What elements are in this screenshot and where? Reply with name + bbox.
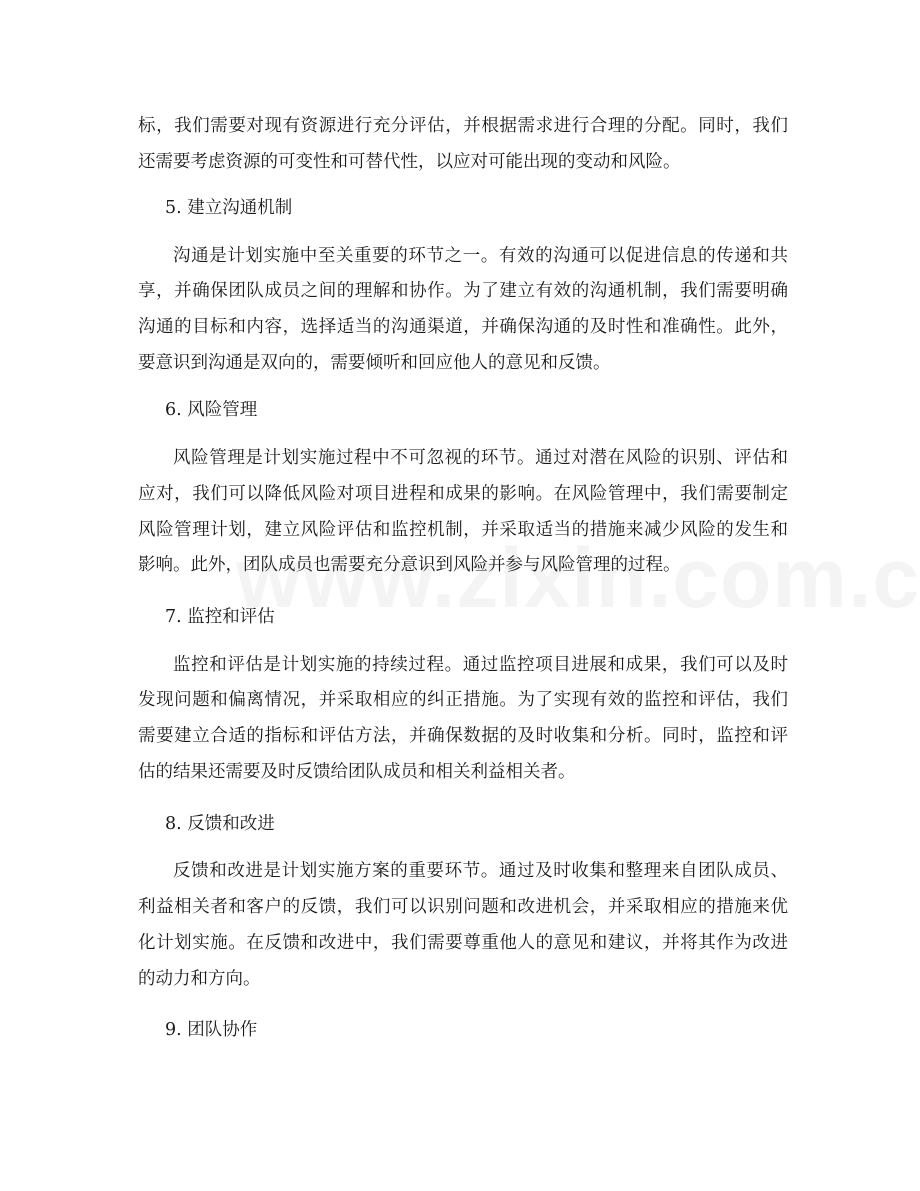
paragraph-line: 享，并确保团队成员之间的理解和协作。为了建立有效的沟通机制，我们需要明确 (138, 281, 788, 301)
paragraph-line: 沟通的目标和内容，选择适当的沟通渠道，并确保沟通的及时性和准确性。此外， (138, 317, 788, 337)
paragraph-line: 利益相关者和客户的反馈，我们可以识别问题和改进机会，并采取相应的措施来优 (138, 897, 788, 917)
paragraph-line: 应对，我们可以降低风险对项目进程和成果的影响。在风险管理中，我们需要制定 (138, 484, 788, 504)
section-heading: 7. 监控和评估 (165, 607, 275, 627)
section-heading: 5. 建立沟通机制 (165, 198, 293, 218)
paragraph-line: 风险管理是计划实施过程中不可忽视的环节。通过对潜在风险的识别、评估和 (173, 448, 788, 468)
paragraph-line: 影响。此外，团队成员也需要充分意识到风险并参与风险管理的过程。 (138, 555, 681, 575)
paragraph-line: 监控和评估是计划实施的持续过程。通过监控项目进展和成果，我们可以及时 (173, 655, 788, 675)
watermark (236, 530, 920, 627)
paragraph-line: 化计划实施。在反馈和改进中，我们需要尊重他人的意见和建议，并将其作为改进 (138, 933, 788, 953)
section-heading: 6. 风险管理 (165, 400, 258, 420)
paragraph-line: 沟通是计划实施中至关重要的环节之一。有效的沟通可以促进信息的传递和共 (173, 246, 788, 266)
paragraph-line: 需要建立合适的指标和评估方法，并确保数据的及时收集和分析。同时，监控和评 (138, 726, 788, 746)
paragraph-line: 的动力和方向。 (138, 969, 261, 989)
paragraph-line: 反馈和改进是计划实施方案的重要环节。通过及时收集和整理来自团队成员、 (173, 861, 788, 881)
section-heading: 8. 反馈和改进 (165, 814, 275, 834)
paragraph-line: 风险管理计划，建立风险评估和监控机制，并采取适当的措施来减少风险的发生和 (138, 520, 788, 540)
paragraph-line: 标，我们需要对现有资源进行充分评估，并根据需求进行合理的分配。同时，我们 (138, 116, 788, 136)
paragraph-line: 还需要考虑资源的可变性和可替代性，以应对可能出现的变动和风险。 (138, 152, 681, 172)
paragraph-line: 发现问题和偏离情况，并采取相应的纠正措施。为了实现有效的监控和评估，我们 (138, 690, 788, 710)
section-heading: 9. 团队协作 (165, 1020, 258, 1040)
paragraph-line: 要意识到沟通是双向的，需要倾听和回应他人的意见和反馈。 (138, 353, 611, 373)
paragraph-line: 估的结果还需要及时反馈给团队成员和相关利益相关者。 (138, 762, 576, 782)
